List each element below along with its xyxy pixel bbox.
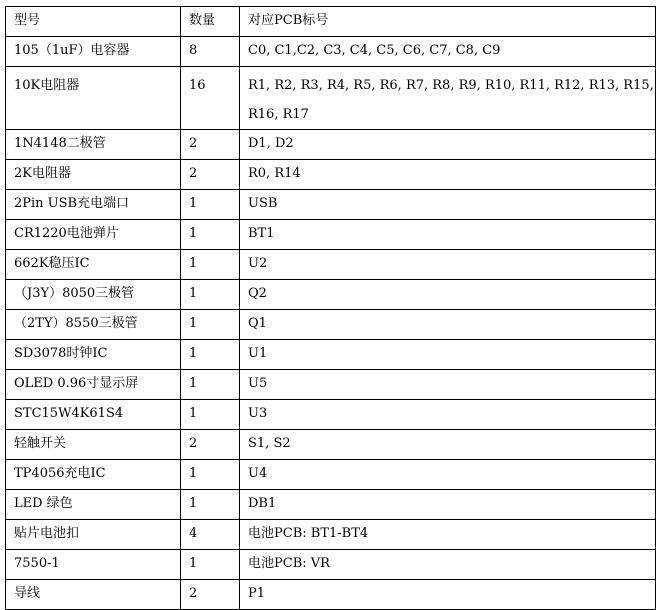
table-row	[6, 520, 656, 550]
cell-quantity: 1	[181, 490, 240, 520]
cell-quantity: 2	[181, 130, 240, 160]
cell-designator: BT1	[240, 220, 656, 250]
cell-designator: U1	[240, 340, 656, 370]
table-row	[6, 460, 656, 490]
cell-quantity: 8	[181, 37, 240, 67]
cell-model: 105（1uF）电容器	[6, 37, 181, 67]
cell-designator: 电池PCB: BT1-BT4	[240, 520, 656, 550]
table-row	[6, 310, 656, 340]
header-quantity: 数量	[181, 7, 240, 37]
cell-quantity: 2	[181, 160, 240, 190]
cell-model: SD3078时钟IC	[6, 340, 181, 370]
cell-quantity: 1	[181, 250, 240, 280]
cell-quantity: 1	[181, 550, 240, 580]
table-row	[6, 550, 656, 580]
cell-designator: U4	[240, 460, 656, 490]
cell-designator: D1, D2	[240, 130, 656, 160]
cell-quantity: 16	[181, 67, 240, 130]
table-row	[6, 340, 656, 370]
cell-quantity: 1	[181, 220, 240, 250]
cell-designator: U5	[240, 370, 656, 400]
table-row	[6, 220, 656, 250]
cell-model: 10K电阻器	[6, 67, 181, 130]
cell-quantity: 1	[181, 370, 240, 400]
cell-quantity: 1	[181, 460, 240, 490]
header-designator: 对应PCB标号	[240, 7, 656, 37]
cell-model: 2Pin USB充电端口	[6, 190, 181, 220]
cell-designator: DB1	[240, 490, 656, 520]
table-row	[6, 190, 656, 220]
cell-designator: C0, C1,C2, C3, C4, C5, C6, C7, C8, C9	[240, 37, 656, 67]
cell-model: 7550-1	[6, 550, 181, 580]
cell-model: CR1220电池弹片	[6, 220, 181, 250]
cell-model: 2K电阻器	[6, 160, 181, 190]
cell-designator: USB	[240, 190, 656, 220]
cell-model: 导线	[6, 580, 181, 610]
table-row	[6, 160, 656, 190]
cell-model: TP4056充电IC	[6, 460, 181, 490]
cell-quantity: 2	[181, 580, 240, 610]
table-row	[6, 490, 656, 520]
cell-designator: Q2	[240, 280, 656, 310]
table-row	[6, 370, 656, 400]
cell-model: （2TY）8550三极管	[6, 310, 181, 340]
cell-designator: U3	[240, 400, 656, 430]
cell-designator: P1	[240, 580, 656, 610]
header-model: 型号	[6, 7, 181, 37]
cell-quantity: 4	[181, 520, 240, 550]
table-row	[6, 430, 656, 460]
table-row	[6, 37, 656, 67]
cell-model: STC15W4K61S4	[6, 400, 181, 430]
table-row	[6, 250, 656, 280]
cell-quantity: 2	[181, 430, 240, 460]
cell-designator: 电池PCB: VR	[240, 550, 656, 580]
cell-model: （J3Y）8050三极管	[6, 280, 181, 310]
cell-quantity: 1	[181, 310, 240, 340]
cell-quantity: 1	[181, 340, 240, 370]
cell-model: 1N4148二极管	[6, 130, 181, 160]
cell-model: LED 绿色	[6, 490, 181, 520]
table-row	[6, 400, 656, 430]
cell-model: 贴片电池扣	[6, 520, 181, 550]
cell-model: 轻触开关	[6, 430, 181, 460]
cell-designator: S1, S2	[240, 430, 656, 460]
table-row	[6, 280, 656, 310]
cell-quantity: 1	[181, 400, 240, 430]
cell-designator: R0, R14	[240, 160, 656, 190]
table-row	[6, 130, 656, 160]
cell-quantity: 1	[181, 280, 240, 310]
table-header-row	[6, 7, 656, 37]
bom-table	[5, 6, 656, 610]
table-row	[6, 580, 656, 610]
cell-designator: R1, R2, R3, R4, R5, R6, R7, R8, R9, R10, R11, R12, R13, R15, R16, R17	[240, 67, 656, 130]
table-row	[6, 67, 656, 130]
cell-model: OLED 0.96寸显示屏	[6, 370, 181, 400]
cell-designator: U2	[240, 250, 656, 280]
cell-designator: Q1	[240, 310, 656, 340]
cell-quantity: 1	[181, 190, 240, 220]
cell-model: 662K稳压IC	[6, 250, 181, 280]
